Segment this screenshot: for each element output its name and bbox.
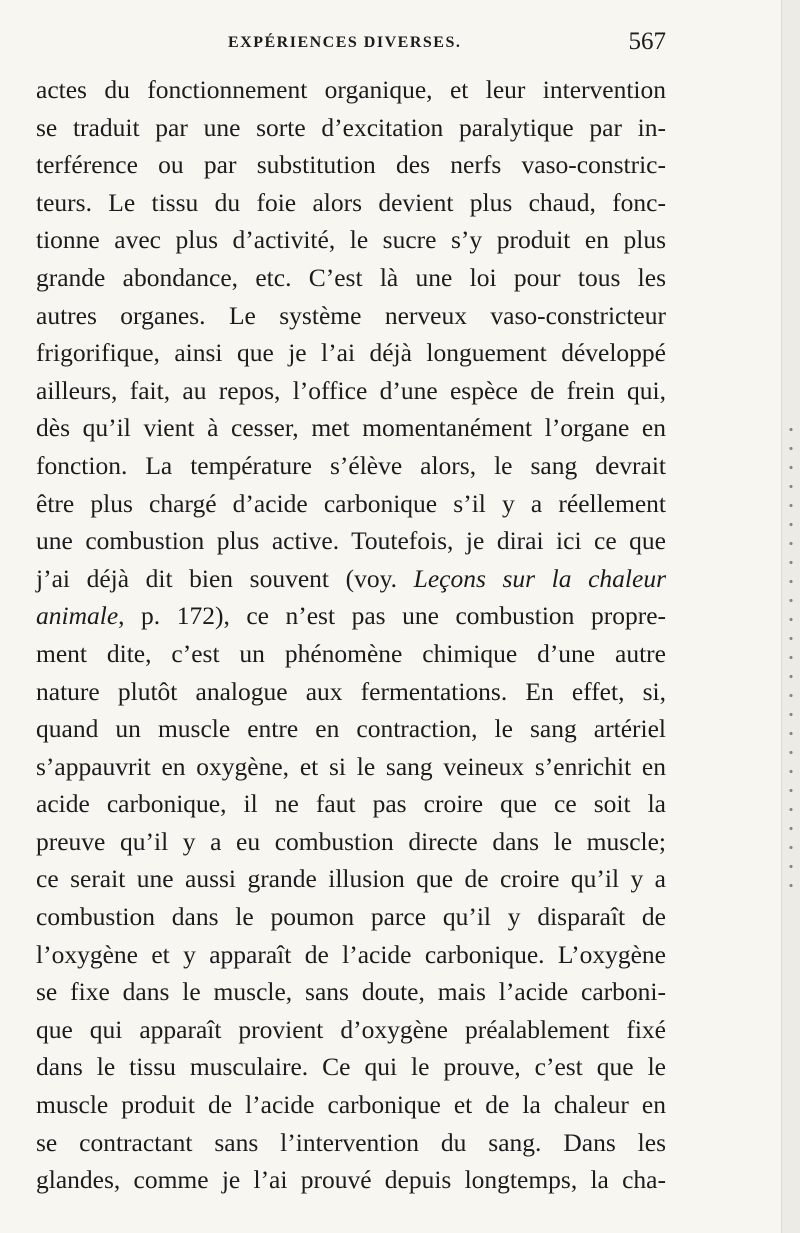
binding-dots — [786, 420, 796, 900]
text-line: se contractant sans l’intervention du sang. Dans les — [36, 1127, 666, 1157]
text-line: l’oxygène et y apparaît de l’acide carbonique. L’oxygène — [36, 939, 666, 969]
text-line: acide carbonique, il ne faut pas croire que ce soit la — [36, 789, 666, 819]
text-line: que qui apparaît provient d’oxygène préalablement fixé — [36, 1014, 666, 1044]
text-line: ailleurs, fait, au repos, l’office d’une espèce de frein qui, — [36, 375, 666, 405]
text-line: se traduit par une sorte d’excitation paralytique par in- — [36, 112, 666, 142]
body-text — [36, 71, 666, 1199]
text-line: terférence ou par substitution des nerfs vaso-constric- — [36, 150, 666, 180]
text-line: teurs. Le tissu du foie alors devient plus chaud, fonc- — [36, 187, 666, 217]
page-gutter — [781, 0, 800, 1233]
citation-title: Leçons sur la chaleur — [413, 563, 666, 593]
text-line: nature plutôt analogue aux fermentations. En effet, si, — [36, 676, 666, 706]
text-line: une combustion plus active. Toutefois, je dirai ici ce que — [36, 526, 666, 556]
text-segment: j’ai déjà dit bien souvent (voy. — [36, 563, 414, 593]
page-number: 567 — [628, 28, 666, 55]
text-line: ment dite, c’est un phénomène chimique d’une autre — [36, 638, 666, 668]
text-line: être plus chargé d’acide carbonique s’il y a réellement — [36, 488, 666, 518]
text-line: glandes, comme je l’ai prouvé depuis longtemps, la cha- — [36, 1165, 666, 1195]
text-line: quand un muscle entre en contraction, le sang artériel — [36, 714, 666, 744]
text-line: preuve qu’il y a eu combustion directe dans le muscle; — [36, 826, 666, 856]
text-line: grande abondance, etc. C’est là une loi pour tous les — [36, 262, 666, 292]
text-segment: , p. 172), ce n’est pas une combustion propre- — [118, 601, 666, 631]
text-line: actes du fonctionnement organique, et leur intervention — [36, 75, 666, 104]
text-line-with-citation — [36, 560, 666, 598]
text-line: frigorifique, ainsi que je l’ai déjà longuement développé — [36, 338, 666, 368]
text-line: s’appauvrit en oxygène, et si le sang veineux s’enrichit en — [36, 751, 666, 781]
text-line: dès qu’il vient à cesser, met momentanément l’organe en — [36, 413, 666, 443]
citation-title-continued: animale — [36, 601, 119, 631]
text-line: fonction. La température s’élève alors, le sang devrait — [36, 450, 666, 480]
page-header — [36, 28, 666, 68]
text-line: autres organes. Le système nerveux vaso-constricteur — [36, 300, 666, 330]
text-line: muscle produit de l’acide carbonique et de la chaleur en — [36, 1090, 666, 1120]
text-line: ce serait une aussi grande illusion que de croire qu’il y a — [36, 864, 666, 894]
text-line: se fixe dans le muscle, sans doute, mais l’acide carboni- — [36, 977, 666, 1007]
text-line-with-citation — [36, 597, 666, 635]
text-line: dans le tissu musculaire. Ce qui le prouve, c’est que le — [36, 1052, 666, 1082]
text-line: combustion dans le poumon parce qu’il y disparaît de — [36, 902, 666, 932]
text-line: tionne avec plus d’activité, le sucre s’y produit en plus — [36, 225, 666, 255]
running-head: EXPÉRIENCES DIVERSES. — [228, 34, 462, 51]
